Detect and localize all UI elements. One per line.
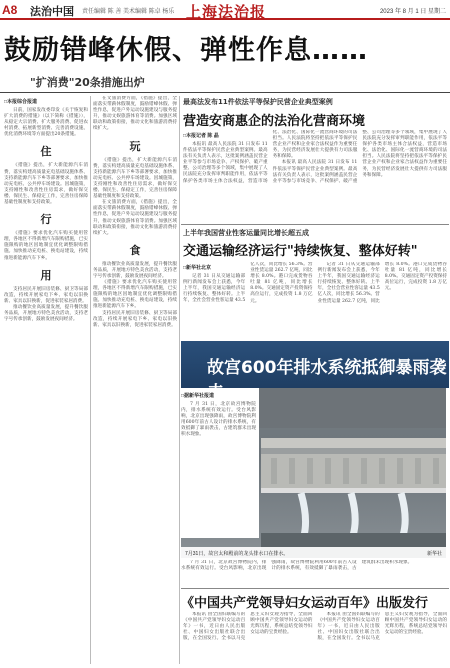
section-body: 在文旅消费方面，《措施》提出，全面落实带薪休假制度，鼓励错峰休假、弹性作息，促进户外运动设施建设与服务提升，推动文娱旅游体育等消费。加强区域联动和政策衔接，推动文化和旅游消费持续扩大。 [93, 96, 177, 132]
section-body: 《措施》要求优化汽车购买使用管理，各地区不得新增汽车限购措施，已实施限购的地区因地制宜优化调整限购措施。加快推动充电桩、换电站建设，持续推进新能源汽车下乡。 [93, 280, 177, 310]
article-byline: □新华社北京 [183, 265, 212, 271]
section-heading: 用 [40, 268, 52, 282]
article-text: 7 月 31 日，北京故宫博物院内，排水系统有效运行。受台风影响，北京出现强降雨，故宫博物院利用600年前古人设计的排水系统，有效抵御了暴雨袭击，古建筑群未出现积水现象。 [181, 402, 256, 438]
section-body: 推动餐饮业高质量发展，提升餐饮服务品质，开展地方特色美食活动，支持老字号传承创新，鼓励发展夜间经济。 [93, 261, 177, 279]
section-body: 《措施》提出，扩大新能源汽车消费，落实构建高质量充电基础设施体系、支持新能源汽车下乡等部署要求，加快推动充电桩、公共停车场建设。因城施策，支持刚性和改善性住房需求，做好保交楼、保民生、保稳定工作，完善住房保障基础性制度和支持政策。 [4, 163, 88, 206]
section-body: 在文旅消费方面，《措施》提出，全面落实带薪休假制度，鼓励错峰休假、弹性作息，促进户外运动设施建设与服务提升，推动文娱旅游体育等消费。加强区域联动和政策衔接，推动文化和旅游消费持续扩大。 [93, 200, 177, 236]
palace-article-continued [181, 560, 447, 586]
article-text: 7 月 31 日，北京故宫博物院内，排水系统有效运行。受台风影响，北京出现强降雨，故宫博物院利用600年前古人设计的排水系统，有效抵御了暴雨袭击，古建筑群未出现积水现象。 [181, 560, 413, 572]
section-body: 推动餐饮业高质量发展，提升餐饮服务品质，开展地方特色美食活动，支持老字号传承创新，鼓励发展夜间经济。 [4, 304, 88, 323]
main-column-2 [93, 96, 177, 664]
palace-title-band [181, 341, 449, 388]
section-heading: 食 [129, 243, 141, 257]
article-byline: □本报记者 陈 晶 [183, 133, 219, 139]
article-text: 本报讯 最高人民法院 31 日发布 11 件依法平等保护民营企业典型案例。最高法有关负责人表示，这批案例涵盖民营企业平等参与市场竞争、产权保护、破产重整、公司治理等多个领域，集中展现了人民法院充分发挥审判职能作用，依法平等保护各类市场主体合法权益，营造市场化、法治化、国际化一流营商环境的司法担当。人民法院将坚持把依法平等保护民营企业产权和企业家合法权益作为重要任务，为民营经济发展壮大提供有力司法服务和保障。 [183, 130, 358, 184]
section-body: 支持居民开展旧房装修、厨卫等局部改造，持续开展家电下乡、家电以旧换新、家具以旧换新，促进家装家居消费。 [4, 286, 88, 304]
photo-caption [181, 547, 446, 558]
article-title: 交通运输经济运行"持续恢复、整体好转" [183, 244, 418, 259]
article-title: 故宫600年排水系统抵御暴雨袭 [207, 358, 447, 378]
column-rule [90, 96, 91, 664]
main-column-1 [4, 96, 88, 664]
divider [181, 588, 449, 589]
section-title: 法治中国 [30, 6, 74, 18]
section-body: 《措施》要求优化汽车购买使用管理，各地区不得新增汽车限购措施，已实施限购的地区因地制宜优化调整限购措施。加快推动充电桩、换电站建设，持续推进新能源汽车下乡。 [4, 231, 88, 261]
page-header [0, 0, 450, 20]
column-rule [179, 96, 180, 664]
article-text: 本报讯 最高人民法院 31 日发布 11 件依法平等保护民营企业典型案例。最高法有关负责人表示，这批案例涵盖民营企业平等参与市场竞争、产权保护、破产重整、公司治理等多个领域，集中展现了人民法院充分发挥审判职能作用，依法平等保护各类市场主体合法权益，营造市场化、法治化、国际化一流营商环境的司法担当。人民法院将坚持把依法平等保护民营企业产权和企业家合法权益作为重要任务，为民营经济发展壮大提供有力司法服务和保障。 [272, 130, 447, 184]
article-text: 记者 31 日从交通运输部例行新闻发布会上获悉，今年上半年，我国交通运输经济运行持续恢复、整体好转。上半年，全社会营业性客运量 43.5 亿人次，同比增长 56.3%。营业性货运量 262.7 亿吨，同比增长 8.0%。港口完成货物吞吐量 81 亿吨，同比增长 8.0%。交通固定资产投资保持高位运行，完成投资 1.8 万亿元。 [183, 262, 313, 304]
article-text: 记者 31 日从交通运输部例行新闻发布会上获悉，今年上半年，我国交通运输经济运行持续恢复、整体好转。上半年，全社会营业性客运量 43.5 亿人次，同比增长 56.3%。营业性货运量 262.7 亿吨，同比增长 8.0%。港口完成货物吞吐量 81 亿吨，同比增长 8.0%。交通固定资产投资保持高位运行，完成投资 1.8 万亿元。 [317, 262, 447, 304]
issue-date: 2023 年 8 月 1 日 星期二 [379, 9, 446, 15]
main-headline: 鼓励错峰休假、弹性作息…… [4, 35, 368, 66]
article-text: 本报讯 由全国妇联编写的《中国共产党领导妇女运动百年》一书，近日由人民出版社、中国妇女出版社联合出版，在全国发行。全书以马克思主义妇女观为指导，全面回顾中国共产党领导妇女运动的光辉历程，系统总结党领导妇女运动的宝贵经验。 [183, 612, 313, 642]
section-body: 支持居民开展旧房装修、厨卫等局部改造，持续开展家电下乡、家电以旧换新、家具以旧换新，促进家装家居消费。 [93, 310, 177, 328]
divider [0, 92, 450, 93]
article-body [183, 262, 447, 338]
article-body [183, 130, 447, 220]
article-kicker: 上半年我国营业性客运量同比增长超五成 [183, 229, 309, 237]
section-heading: 行 [40, 213, 52, 227]
article-byline: □据新华社报道 [181, 393, 215, 399]
article-kicker: 最高法发布11件依法平等保护民营企业典型案例 [183, 98, 333, 106]
page-number: A8 [2, 3, 18, 17]
masthead: 上海法治报 [186, 3, 267, 21]
palace-article-body [181, 388, 259, 538]
section-body: 《措施》提出，扩大新能源汽车消费，落实构建高质量充电基础设施体系、支持新能源汽车下乡等部署要求，加快推动充电桩、公共停车场建设。因城施策，支持刚性和改善性住房需求，做好保交楼、保民生、保稳定工作，完善住房保障基础性制度和支持政策。 [93, 157, 177, 200]
article-title: 《中国共产党领导妇女运动百年》出版发行 [181, 596, 429, 611]
article-body [183, 612, 447, 664]
lead-paragraph: 日前，国家发改委印发《关于恢复和扩大消费的措施》（以下简称《措施》），从稳定大宗消费、扩大服务消费、促进农村消费、拓展新型消费、完善消费设施、优化消费环境等方面提出20条措施。 [4, 108, 88, 138]
section-heading: 住 [40, 145, 52, 159]
divider [181, 224, 449, 225]
article-text: 本报讯 由全国妇联编写的《中国共产党领导妇女运动百年》一书，近日由人民出版社、中国妇女出版社联合出版，在全国发行。全书以马克思主义妇女观为指导，全面回顾中国共产党领导妇女运动的光辉历程，系统总结党领导妇女运动的宝贵经验。 [317, 612, 447, 642]
byline: □本报综合报道 [4, 99, 38, 105]
photo-credit: 新华社 [426, 551, 442, 557]
article-title: 营造安商惠企的法治化营商环境 [183, 114, 366, 129]
editors: 责任编辑 陈 善 美术编辑 陈卓 杨乐 [82, 9, 175, 15]
section-heading: 玩 [129, 139, 141, 153]
caption-text: 7月31日，故宫太和殿前的龙头排水口在排水。 [185, 551, 289, 557]
main-subhead: "扩消费"20条措施出炉 [30, 76, 145, 89]
